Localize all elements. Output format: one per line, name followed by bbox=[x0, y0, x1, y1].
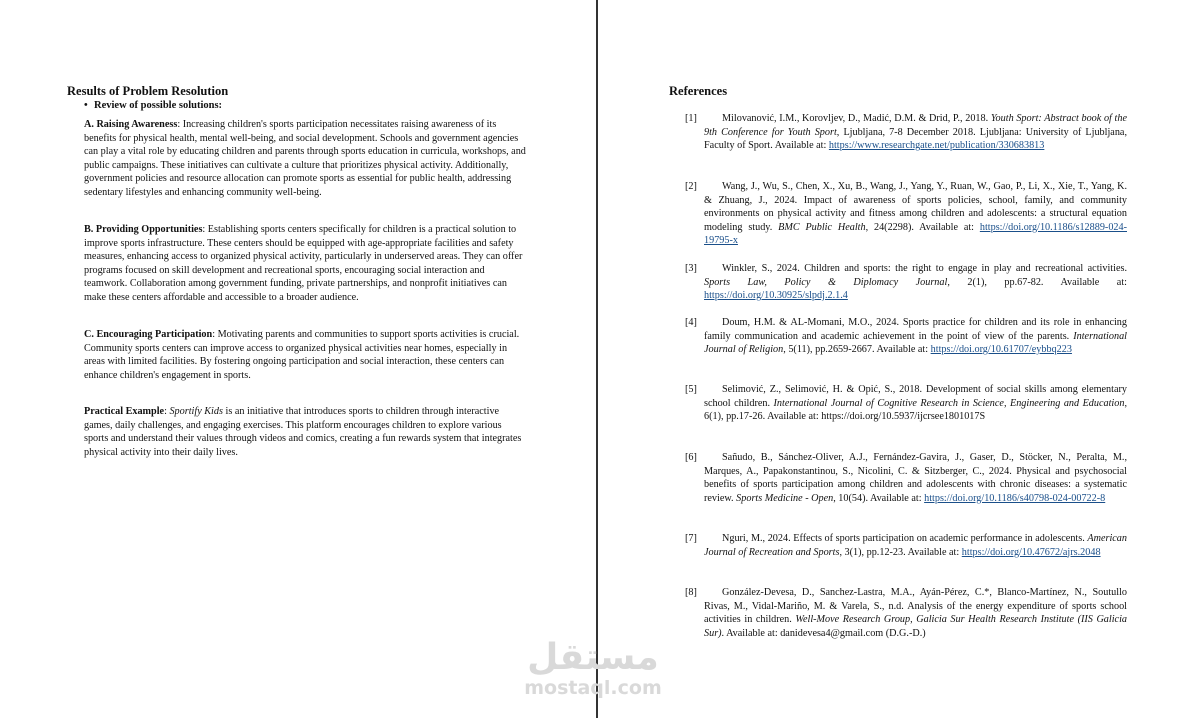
reference-number: [1] bbox=[685, 113, 697, 124]
reference-text: , 10(54). Available at: bbox=[833, 492, 925, 504]
reference-number: [2] bbox=[685, 181, 697, 192]
reference-source: Well-Move Research Group, Galicia Sur Health Research Institute (IIS Galicia Sur) bbox=[704, 614, 1128, 639]
bullet-text: Review of possible solutions: bbox=[94, 100, 223, 111]
reference-number: [7] bbox=[685, 533, 697, 544]
reference-text: Doum, H.M. & AL-Momani, M.O., 2024. Sports practice for children and its role in enhancing family communication and academic achievement in the point of view of the parents. bbox=[704, 317, 1127, 342]
section-title: Results of Problem Resolution bbox=[67, 84, 229, 98]
reference-link[interactable]: https://doi.org/10.30925/slpdj.2.1.4 bbox=[704, 290, 848, 301]
reference-item bbox=[685, 586, 1127, 640]
reference-text: Sañudo, B., Sánchez-Oliver, A.J., Fernández-Gavira, J., Gaser, D., Stöcker, N., Peralta, M., Marques, A., Papakonstantinou, S., Nicolini, C. & Sitzberger, C., 2024. Physical and psychosocial benefits of sports participation among children and adolescents with chronic diseases: a systematic review. bbox=[704, 452, 1127, 504]
solution-heading: A. Raising Awareness bbox=[84, 119, 178, 130]
reference-source: BMC Public Health bbox=[778, 221, 866, 233]
reference-item bbox=[685, 180, 1127, 248]
reference-item bbox=[685, 383, 1127, 424]
reference-source: Youth Sport: Abstract book of the 9th Conference for Youth Sport bbox=[704, 113, 1127, 138]
watermark-latin: mostaql.com bbox=[524, 677, 662, 699]
reference-number: [6] bbox=[685, 452, 697, 463]
reference-text: . Available at: danidevesa4@gmail.com (D.G.-D.) bbox=[721, 627, 926, 639]
reference-item bbox=[685, 451, 1127, 505]
reference-link[interactable]: https://doi.org/10.1186/s40798-024-00722-8 bbox=[924, 492, 1106, 504]
reference-source: International Journal of Religion bbox=[704, 330, 1127, 355]
reference-number: [3] bbox=[685, 263, 697, 274]
solution-providing-opportunities bbox=[84, 223, 526, 304]
reference-item bbox=[685, 532, 1127, 559]
reference-text: González-Devesa, D., Sanchez-Lastra, M.A., Ayán-Pérez, C.*, Blanco-Martínez, N., Soutullo Rivas, M., Vidal-Mariño, M. & Varela, S., n.d. Analysis of the energy expenditure of sports school activities in children. bbox=[704, 587, 1127, 625]
reference-text: , Ljubljana, 7-8 December 2018. Ljubljana: University of Ljubljana, Faculty of Sport. Available at: bbox=[704, 126, 1127, 151]
reference-link[interactable]: https://www.researchgate.net/publication/330683813 bbox=[828, 140, 1045, 151]
reference-link[interactable]: https://doi.org/10.61707/eybbq223 bbox=[930, 344, 1072, 355]
watermark-arabic: مستقل bbox=[527, 637, 659, 678]
example-name: Sportify Kids bbox=[169, 406, 223, 417]
references-title: References bbox=[669, 84, 728, 98]
example-heading: Practical Example bbox=[84, 406, 165, 417]
reference-source: American Journal of Recreation and Sports bbox=[704, 533, 1127, 558]
reference-number: [8] bbox=[685, 587, 697, 598]
reference-number: [5] bbox=[685, 384, 697, 395]
reference-number: [4] bbox=[685, 317, 697, 328]
reference-text: , 6(1), pp.17-26. Available at: https://doi.org/10.5937/ijcrsee1801017S bbox=[704, 397, 1128, 422]
reference-text: Wang, J., Wu, S., Chen, X., Xu, B., Wang, J., Yang, Y., Ruan, W., Gao, P., Li, X., Xie, T., Yang, K. & Zhuang, J., 2024. Impact of awareness of sports policies, school, family, and community environments on physical activity and fitness among children and adolescents: a structural equation modeling study. bbox=[704, 181, 1127, 233]
reference-link[interactable]: https://doi.org/10.1186/s12889-024-19795-x bbox=[704, 221, 1127, 246]
practical-example bbox=[84, 405, 526, 459]
reference-item bbox=[685, 262, 1127, 303]
reference-text: Winkler, S., 2024. Children and sports: the right to engage in play and recreational activities. bbox=[722, 263, 1127, 274]
reference-text: , 24(2298). Available at: bbox=[865, 221, 980, 233]
reference-source: Sports Medicine - Open bbox=[736, 492, 834, 504]
right-page bbox=[598, 0, 1189, 718]
solution-encouraging-participation bbox=[84, 328, 526, 382]
reference-text: , 2(1), pp.67-82. Available at: bbox=[947, 276, 1127, 288]
solution-heading: C. Encouraging Participation bbox=[84, 329, 213, 340]
bullet-heading: • Review of possible solutions: bbox=[84, 100, 223, 111]
reference-text: Nguri, M., 2024. Effects of sports participation on academic performance in adolescents. bbox=[722, 533, 1088, 544]
reference-item bbox=[685, 112, 1127, 153]
solution-heading: B. Providing Opportunities bbox=[84, 224, 203, 235]
reference-text: , 5(11), pp.2659-2667. Available at: bbox=[783, 344, 931, 355]
reference-text: Milovanović, I.M., Korovljev, D., Madić, D.M. & Drid, P., 2018. bbox=[722, 113, 991, 124]
reference-item bbox=[685, 316, 1127, 357]
solution-raising-awareness bbox=[84, 118, 526, 199]
reference-source: International Journal of Cognitive Research in Science, Engineering and Education bbox=[773, 397, 1125, 409]
solution-text: : Establishing sports centers specifically for children is a practical solution to improve sports infrastructure. These centers should be equipped with age-appropriate facilities and safety measures, enhancing access to organized physical activity, particularly in underserved areas. They can offer programs focused on skill development and recreational sports, encouraging social interaction and teamwork. Collaboration among government funding, private partnerships, and nonprofit initiatives can make these centers affordable and accessible to a broader audience. bbox=[84, 224, 523, 303]
solution-text: : Increasing children's sports participation necessitates raising awareness of its benefits for physical health, mental well-being, and social development. Schools and government agencies can play a vital role by educating children and parents through sports education in curricula, workshops, and public campaigns. These initiatives can cultivate a culture that prioritizes physical activity. Additionally, government policies and resource allocation can promote sports as essential for public health, addressing sedentary lifestyles and enhancing community well-being. bbox=[84, 119, 526, 198]
reference-text: , 3(1), pp.12-23. Available at: bbox=[839, 546, 962, 558]
watermark-logo bbox=[518, 638, 668, 698]
reference-link[interactable]: https://doi.org/10.47672/ajrs.2048 bbox=[961, 546, 1101, 558]
reference-text: Selimović, Z., Selimović, H. & Opić, S., 2018. Development of social skills among elementary school children. bbox=[704, 384, 1127, 409]
solution-text: : Motivating parents and communities to support sports activities is crucial. Community sports centers can improve access to organized physical activities near homes, especially in areas with limited facilities. By fostering ongoing participation and social interaction, these centers can enhance children's engagement in sports. bbox=[84, 329, 520, 381]
reference-source: Sports Law, Policy & Diplomacy Journal bbox=[704, 276, 948, 288]
example-text: is an initiative that introduces sports to children through interactive games, daily challenges, and engaging exercises. This platform encourages children to explore various sports and understand their values through videos and comics, creating a fun rewards system that integrates physical activity into their daily lives. bbox=[84, 406, 522, 458]
example-sep: : bbox=[164, 406, 170, 417]
